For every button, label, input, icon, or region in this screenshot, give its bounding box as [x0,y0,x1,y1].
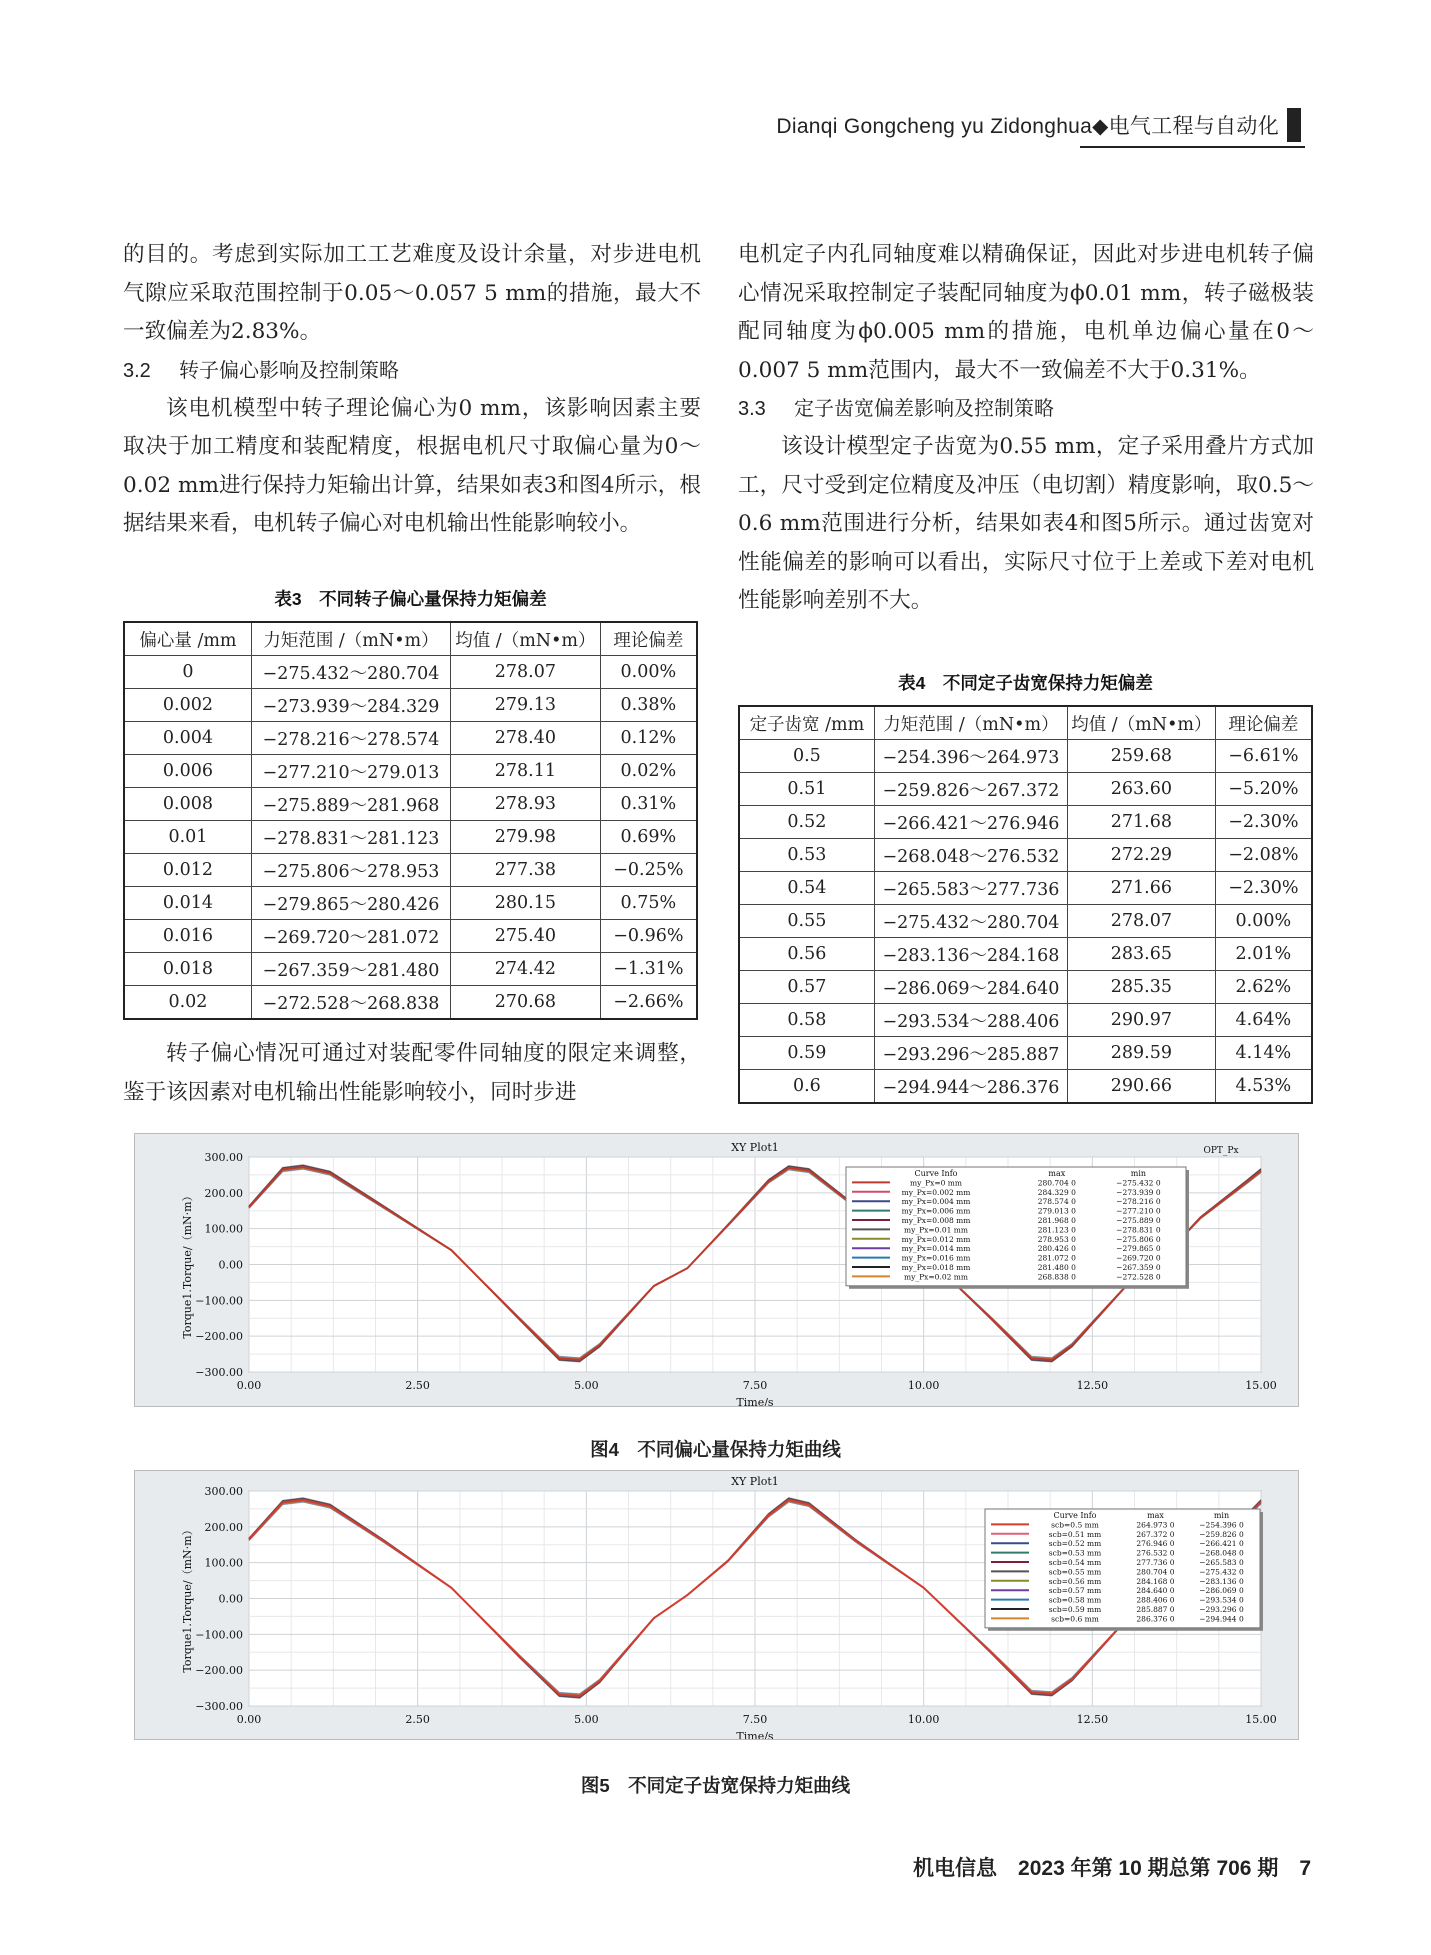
table-cell: −1.31% [600,953,697,986]
y-tick-label: 100.00 [204,1222,243,1236]
table-cell: 4.64% [1215,1004,1312,1037]
table-cell: 279.13 [451,689,601,722]
table-cell: −268.048～276.532 [874,839,1067,872]
table-cell: 0.31% [600,788,697,821]
table-cell: −275.432～280.704 [874,905,1067,938]
table-cell: 0.01 [124,821,251,854]
figure4-caption: 图4 不同偏心量保持力矩曲线 [590,1439,841,1460]
table3-block [123,586,698,1020]
legend-series-name: scb=0.52 mm [1048,1539,1102,1549]
left-paragraph-1: 的目的。考虑到实际加工工艺难度及设计余量，对步进电机气隙应采取范围控制于0.05～0.057 5 mm的措施，最大不一致偏差为2.83%。 [123,242,701,344]
legend-max-value: 276.946 0 [1136,1539,1175,1549]
legend-max-value: 278.953 0 [1037,1234,1076,1244]
table-row [739,1070,1312,1104]
legend-series-name: my_Px=0.01 mm [904,1225,968,1235]
chart-title: XY Plot1 [731,1475,779,1488]
legend-max-value: 267.372 0 [1136,1529,1175,1539]
table-cell: −294.944～286.376 [874,1070,1067,1104]
legend-max-value: 281.968 0 [1037,1216,1076,1225]
table-cell: 0.00% [1215,905,1312,938]
table-cell: 4.14% [1215,1037,1312,1070]
legend-max-value: 281.480 0 [1037,1263,1076,1272]
table-cell: 2.62% [1215,971,1312,1004]
y-tick-label: 200.00 [204,1186,243,1200]
legend-series-name: scb=0.57 mm [1048,1586,1102,1596]
table-cell: −273.939～284.329 [251,689,450,722]
table-cell: −278.831～281.123 [251,821,450,854]
table-cell: 278.93 [451,788,601,821]
table-cell: 290.66 [1068,1070,1216,1104]
x-tick-label: 12.50 [1076,1713,1109,1726]
table-cell: 272.29 [1068,839,1216,872]
table-cell: 0.006 [124,755,251,788]
column-header: 均值 /（mN•m） [451,622,601,656]
table-cell: 0.02 [124,986,251,1020]
table-cell: −293.534～288.406 [874,1004,1067,1037]
table-row [124,920,697,953]
table-cell: −266.421～276.946 [874,806,1067,839]
table-row [124,788,697,821]
legend-min-value: −273.939 0 [1116,1187,1161,1197]
x-tick-label: 7.50 [742,1713,768,1726]
table-cell: 0.75% [600,887,697,920]
right-paragraph-1: 电机定子内孔同轴度难以精确保证，因此对步进电机转子偏心情况采取控制定子装配同轴度为ϕ0.01 mm，转子磁极装配同轴度为ϕ0.005 mm的措施，电机单边偏心量在0～0.007 5 mm范围内，最大不一致偏差不大于0.31%。 [738,242,1314,383]
legend-max-value: 264.973 0 [1136,1520,1175,1530]
column-header: 均值 /（mN•m） [1068,706,1216,740]
legend-min-value: −283.136 0 [1199,1576,1244,1586]
figure4-plot [134,1133,1299,1407]
legend-min-value: −277.210 0 [1116,1206,1161,1216]
legend-series-name: scb=0.5 mm [1051,1520,1099,1530]
table-cell: −293.296～285.887 [874,1037,1067,1070]
column-header: 力矩范围 /（mN•m） [251,622,450,656]
legend-series-name: my_Px=0.006 mm [901,1206,971,1216]
table-cell: 4.53% [1215,1070,1312,1104]
table-cell: 0.002 [124,689,251,722]
legend-min-value: −293.534 0 [1199,1595,1244,1605]
y-tick-label: −300.00 [195,1366,243,1379]
table-cell: 271.66 [1068,872,1216,905]
figure5-caption: 图5 不同定子齿宽保持力矩曲线 [580,1775,851,1796]
table-cell: −267.359～281.480 [251,953,450,986]
chart-title: XY Plot1 [731,1141,779,1154]
table-cell: 0.69% [600,821,697,854]
legend-header: max [1048,1169,1066,1178]
table-cell: 0.54 [739,872,874,905]
legend-series-name: my_Px=0.002 mm [901,1187,971,1197]
x-tick-label: 0.00 [236,1713,262,1726]
y-tick-label: 300.00 [204,1151,243,1164]
table-cell: 277.38 [451,854,601,887]
y-tick-label: −100.00 [195,1294,243,1308]
legend-min-value: −293.296 0 [1199,1605,1244,1614]
legend-series-name: scb=0.6 mm [1051,1614,1099,1624]
column-header: 力矩范围 /（mN•m） [874,706,1067,740]
y-tick-label: −100.00 [195,1628,243,1642]
table-row [739,938,1312,971]
table-cell: 0.12% [600,722,697,755]
table-cell: 0.56 [739,938,874,971]
table-cell: 0.51 [739,773,874,806]
legend-series-name: my_Px=0 mm [909,1178,963,1188]
legend-min-value: −275.432 0 [1116,1178,1161,1188]
x-tick-label: 15.00 [1245,1379,1277,1392]
legend-min-value: −286.069 0 [1199,1586,1244,1596]
section-number: 3.3 [738,398,766,420]
figure4-svg [135,1134,1298,1406]
y-tick-label: 0.00 [218,1592,243,1606]
legend-min-value: −275.889 0 [1116,1216,1161,1225]
x-tick-label: 2.50 [405,1713,430,1726]
table-row [124,854,697,887]
y-tick-label: 300.00 [204,1485,243,1498]
table-cell: −6.61% [1215,740,1312,773]
table-row [124,722,697,755]
left-column-bottom [123,1035,701,1112]
table-row [124,887,697,920]
section-3-2-heading [123,352,701,390]
table-cell: 278.11 [451,755,601,788]
table-cell: 259.68 [1068,740,1216,773]
table-row [739,872,1312,905]
table-cell: 0.59 [739,1037,874,1070]
x-tick-label: 10.00 [907,1379,940,1392]
y-axis-label: Torque1.Torque/（mN·m） [181,1190,194,1339]
table-cell: −2.66% [600,986,697,1020]
table-cell: −275.889～281.968 [251,788,450,821]
legend-header: min [1213,1511,1230,1520]
legend-min-value: −275.432 0 [1199,1567,1244,1577]
y-tick-label: 0.00 [218,1258,243,1272]
table-row [739,971,1312,1004]
table-cell: −278.216～278.574 [251,722,450,755]
legend-max-value: 288.406 0 [1136,1595,1175,1605]
legend-max-value: 278.574 0 [1037,1197,1076,1207]
legend-min-value: −254.396 0 [1199,1520,1244,1530]
table-cell: −275.806～278.953 [251,854,450,887]
table-cell: −5.20% [1215,773,1312,806]
legend-min-value: −278.216 0 [1116,1197,1161,1207]
section-title: 定子齿宽偏差影响及控制策略 [794,398,1054,420]
x-tick-label: 7.50 [742,1379,768,1392]
legend-header: Curve Info [914,1169,958,1178]
table-row [124,656,697,689]
legend-min-value: −259.826 0 [1199,1529,1244,1539]
table-cell: 270.68 [451,986,601,1020]
legend-max-value: 280.704 0 [1136,1567,1175,1577]
section-number: 3.2 [123,359,151,382]
legend-header: max [1147,1511,1164,1520]
table-cell: −259.826～267.372 [874,773,1067,806]
legend-min-value: −265.583 0 [1199,1558,1244,1567]
legend-series-name: scb=0.56 mm [1048,1576,1102,1586]
legend-max-value: 280.704 0 [1037,1178,1076,1188]
legend-max-value: 284.640 0 [1136,1586,1175,1596]
legend-max-value: 286.376 0 [1136,1614,1175,1624]
legend-series-name: my_Px=0.02 mm [904,1272,968,1282]
left-column [123,236,701,544]
legend-max-value: 281.123 0 [1037,1225,1076,1235]
legend-max-value: 285.887 0 [1136,1605,1175,1614]
table4-block [738,670,1313,1104]
y-tick-label: −200.00 [195,1664,243,1678]
table-row [124,689,697,722]
legend-max-value: 284.168 0 [1136,1576,1175,1586]
x-tick-label: 2.50 [405,1379,430,1392]
table-cell: 0.016 [124,920,251,953]
left-paragraph-2: 该电机模型中转子理论偏心为0 mm，该影响因素主要取决于加工精度和装配精度，根据电机尺寸取偏心量为0～0.02 mm进行保持力矩输出计算，结果如表3和图4所示，根据结果来看，电机转子偏心对电机输出性能影响较小。 [123,395,701,536]
table-row [739,773,1312,806]
table-row [124,755,697,788]
legend-max-value: 276.532 0 [1136,1548,1175,1558]
right-column [738,236,1314,621]
table-cell: −0.96% [600,920,697,953]
table-row [124,986,697,1020]
table-cell: 0.6 [739,1070,874,1104]
legend-series-name: my_Px=0.014 mm [901,1244,971,1254]
y-tick-label: −200.00 [195,1330,243,1344]
legend-series-name: my_Px=0.008 mm [901,1216,971,1225]
legend-max-value: 284.329 0 [1037,1187,1076,1197]
table-cell: 0.004 [124,722,251,755]
section-title: 转子偏心影响及控制策略 [179,359,399,382]
x-tick-label: 5.00 [574,1379,599,1392]
table3-header-row [124,622,697,656]
table3 [123,621,698,1020]
table-cell: 0.58 [739,1004,874,1037]
legend-series-name: scb=0.55 mm [1048,1567,1102,1577]
legend-max-value: 277.736 0 [1136,1558,1175,1567]
table-cell: 0.012 [124,854,251,887]
legend-min-value: −278.831 0 [1116,1225,1161,1235]
y-axis-label: Torque1.Torque/（mN·m） [181,1524,194,1673]
table-cell: 289.59 [1068,1037,1216,1070]
table-cell: 290.97 [1068,1004,1216,1037]
table-cell: −269.720～281.072 [251,920,450,953]
y-tick-label: 100.00 [204,1556,243,1570]
table-cell: 263.60 [1068,773,1216,806]
section-3-3-heading [738,390,1314,428]
header-rule [1080,146,1305,148]
table-cell: −0.25% [600,854,697,887]
running-header-text: Dianqi Gongcheng yu Zidonghua◆电气工程与自动化 [776,115,1279,138]
y-tick-label: 200.00 [204,1520,243,1534]
table-cell: −283.136～284.168 [874,938,1067,971]
table-cell: 0.014 [124,887,251,920]
table-cell: −2.30% [1215,872,1312,905]
table-row [739,905,1312,938]
table-cell: 283.65 [1068,938,1216,971]
table-cell: −265.583～277.736 [874,872,1067,905]
table-cell: 0.008 [124,788,251,821]
x-tick-label: 0.00 [236,1379,262,1392]
table-row [739,740,1312,773]
legend-max-value: 281.072 0 [1037,1253,1076,1263]
legend-min-value: −272.528 0 [1116,1272,1161,1282]
table-cell: 274.42 [451,953,601,986]
legend-series-name: my_Px=0.018 mm [901,1263,971,1272]
table3-caption: 表3 不同转子偏心量保持力矩偏差 [274,589,547,609]
table-cell: 278.07 [1068,905,1216,938]
legend-min-value: −294.944 0 [1199,1614,1244,1624]
table-cell: −275.432～280.704 [251,656,450,689]
legend-min-value: −269.720 0 [1116,1253,1161,1263]
left-paragraph-3: 转子偏心情况可通过对装配零件同轴度的限定来调整，鉴于该因素对电机输出性能影响较小，同时步进 [123,1041,701,1105]
table-cell: 271.68 [1068,806,1216,839]
table-cell: 275.40 [451,920,601,953]
legend-min-value: −267.359 0 [1116,1263,1161,1272]
legend-min-value: −268.048 0 [1199,1548,1244,1558]
column-header: 定子齿宽 /mm [739,706,874,740]
table-cell: 278.07 [451,656,601,689]
table-cell: 2.01% [1215,938,1312,971]
legend-series-name: scb=0.54 mm [1048,1558,1102,1567]
legend-header: min [1130,1169,1147,1178]
table-cell: −286.069～284.640 [874,971,1067,1004]
table-cell: 0.02% [600,755,697,788]
legend-series-name: my_Px=0.016 mm [901,1253,971,1263]
table-cell: 0 [124,656,251,689]
x-tick-label: 5.00 [574,1713,599,1726]
table-cell: −2.30% [1215,806,1312,839]
legend-min-value: −275.806 0 [1116,1234,1161,1244]
table-cell: 279.98 [451,821,601,854]
legend-series-name: scb=0.53 mm [1048,1548,1102,1558]
table-cell: 278.40 [451,722,601,755]
table4-header-row [739,706,1312,740]
table-cell: 0.018 [124,953,251,986]
legend-series-name: scb=0.58 mm [1048,1595,1102,1605]
x-tick-label: 10.00 [907,1713,940,1726]
table-cell: 0.5 [739,740,874,773]
legend-min-value: −266.421 0 [1199,1539,1244,1549]
legend-max-value: 280.426 0 [1037,1244,1076,1254]
table-cell: −277.210～279.013 [251,755,450,788]
table-cell: −279.865～280.426 [251,887,450,920]
table-cell: 280.15 [451,887,601,920]
legend-series-name: my_Px=0.012 mm [901,1234,971,1244]
legend-series-name: scb=0.51 mm [1048,1529,1102,1539]
table-cell: −254.396～264.973 [874,740,1067,773]
column-header: 理论偏差 [1215,706,1312,740]
y-tick-label: −300.00 [195,1700,243,1713]
table-cell: 0.00% [600,656,697,689]
x-tick-label: 15.00 [1245,1713,1277,1726]
table-row [739,1037,1312,1070]
legend-max-value: 279.013 0 [1037,1206,1076,1216]
x-tick-label: 12.50 [1076,1379,1109,1392]
right-paragraph-2: 该设计模型定子齿宽为0.55 mm，定子采用叠片方式加工，尺寸受到定位精度及冲压（电切割）精度影响，取0.5～0.6 mm范围进行分析，结果如表4和图5所示。通过齿宽对性能偏差的影响可以看出，实际尺寸位于上差或下差对电机性能影响差别不大。 [738,434,1314,613]
table-cell: 0.38% [600,689,697,722]
legend-min-value: −279.865 0 [1116,1244,1161,1254]
legend-series-name: my_Px=0.004 mm [901,1197,971,1207]
x-axis-label: Time/s [736,1730,774,1739]
table-cell: 0.55 [739,905,874,938]
x-axis-label: Time/s [736,1396,774,1406]
table-row [124,953,697,986]
table-cell: −2.08% [1215,839,1312,872]
table-row [124,821,697,854]
table-row [739,1004,1312,1037]
figure5-plot [134,1470,1299,1740]
table-row [739,839,1312,872]
column-header: 理论偏差 [600,622,697,656]
table-cell: 0.57 [739,971,874,1004]
chart-corner-label: OPT_Px [1203,1146,1239,1156]
table-cell: 0.52 [739,806,874,839]
table-cell: 285.35 [1068,971,1216,1004]
column-header: 偏心量 /mm [124,622,251,656]
legend-max-value: 268.838 0 [1037,1272,1076,1282]
table-cell: −272.528～268.838 [251,986,450,1020]
header-bar [1287,108,1301,142]
figure5-svg [135,1471,1298,1739]
running-header [776,108,1301,142]
page-footer: 机电信息 2023 年第 10 期总第 706 期 7 [913,1857,1311,1880]
legend-series-name: scb=0.59 mm [1048,1605,1102,1614]
table-row [739,806,1312,839]
table-cell: 0.53 [739,839,874,872]
table4 [738,705,1313,1104]
table4-caption: 表4 不同定子齿宽保持力矩偏差 [898,673,1153,693]
legend-header: Curve Info [1053,1511,1097,1520]
